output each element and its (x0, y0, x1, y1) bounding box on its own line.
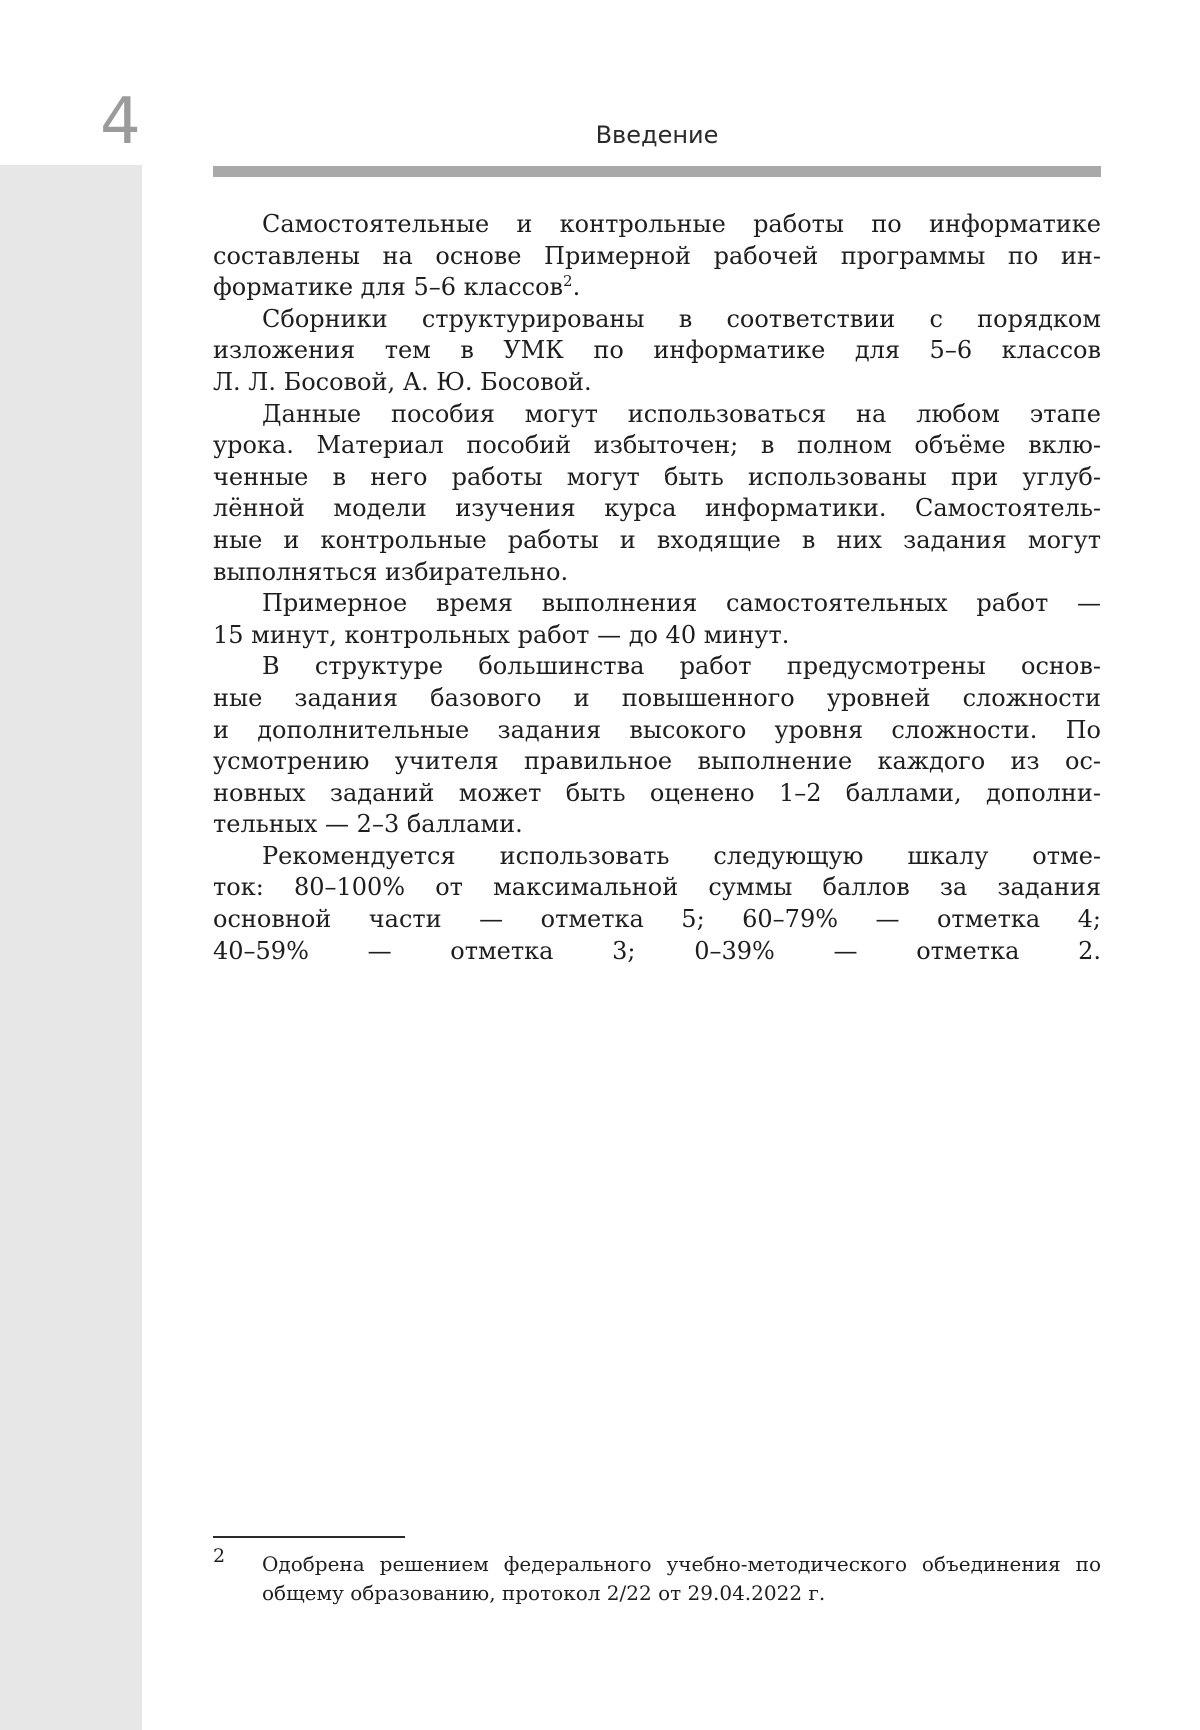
paragraph-time (213, 588, 1101, 651)
margin-strip (0, 165, 142, 1730)
body-text (213, 209, 1101, 967)
text-line: ток: 80–100% от максимальной суммы баллов за задания (213, 873, 1101, 902)
text-line: усмотрению учителя правильное выполнение каждого из ос- (213, 747, 1101, 776)
text-line: Самостоятельные и контрольные работы по информатике (262, 210, 1101, 238)
text-line: новных заданий может быть оценено 1–2 баллами, дополни- (213, 778, 1101, 807)
sentence-end: . (572, 273, 581, 302)
text-line: В структуре большинства работ предусмотрены основ- (262, 652, 1101, 681)
text-line: Сборники структурированы в соответствии с порядком (262, 304, 1101, 333)
text-line: Рекомендуется использовать следующую шкалу отме- (262, 841, 1101, 870)
text-line: основной части — отметка 5; 60–79% — отметка 4; (213, 905, 1101, 934)
footnote-reference[interactable]: 2 (563, 272, 573, 291)
text-line: и дополнительные задания высокого уровня сложности. По (213, 715, 1101, 744)
text-line: 40–59% — отметка 3; 0–39% — отметка 2. (213, 936, 1101, 965)
text-line: Л. Л. Босовой, А. Ю. Босовой. (213, 367, 592, 396)
text-line: 15 минут, контрольных работ — до 40 минут. (213, 620, 790, 649)
text-line: составлены на основе Примерной рабочей программы по ин- (213, 241, 1101, 270)
text-line: выполняться избирательно. (213, 557, 569, 586)
text-line (213, 272, 1101, 304)
text-line: Данные пособия могут использоваться на любом этапе (262, 399, 1101, 428)
footnote-line: Одобрена решением федерального учебно-методического объединения по (262, 1552, 1101, 1576)
text-line: ченные в него работы могут быть использованы при углуб- (213, 462, 1101, 491)
footnote-mark: 2 (213, 1545, 226, 1567)
text-line: тельных — 2–3 баллами. (213, 810, 523, 839)
paragraph-intro (213, 209, 1101, 304)
paragraph-structure (213, 304, 1101, 399)
text-line-content: форматике для 5–6 классов (213, 273, 564, 302)
text-line: изложения тем в УМК по информатике для 5–6 классов (213, 336, 1101, 365)
text-line: ные и контрольные работы и входящие в них задания могут (213, 525, 1101, 554)
text-line: Примерное время выполнения самостоятельных работ — (262, 589, 1101, 618)
text-line: лённой модели изучения курса информатики. Самостоятель- (213, 494, 1101, 523)
paragraph-levels (213, 651, 1101, 841)
paragraph-usage (213, 399, 1101, 589)
footnote-text (262, 1550, 1101, 1608)
paragraph-grading-scale (213, 841, 1101, 967)
header-rule (213, 166, 1101, 177)
footnote-separator (213, 1536, 405, 1538)
footnote-line: общему образованию, протокол 2/22 от 29.04.2022 г. (262, 1581, 826, 1605)
text-line: ные задания базового и повышенного уровней сложности (213, 683, 1101, 712)
running-head: Введение (595, 121, 719, 149)
text-line: урока. Материал пособий избыточен; в полном объёме вклю- (213, 431, 1101, 460)
page-number: 4 (100, 85, 141, 159)
